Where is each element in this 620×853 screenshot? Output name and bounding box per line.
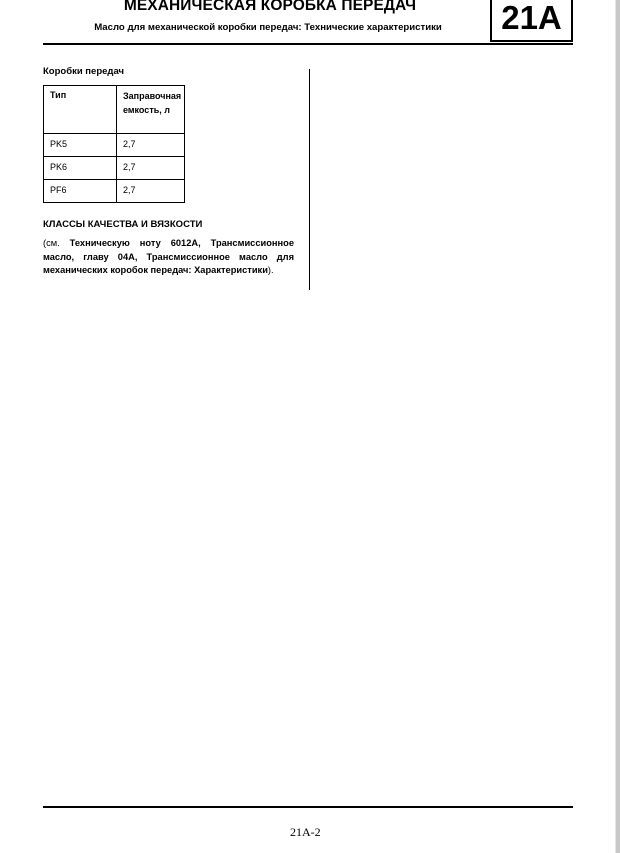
cell-type: PK6 <box>44 157 117 180</box>
footer-divider <box>43 806 573 808</box>
cell-capacity: 2,7 <box>117 180 185 203</box>
cell-capacity: 2,7 <box>117 157 185 180</box>
reference-close: ). <box>267 265 274 276</box>
table-row <box>44 180 185 203</box>
section-heading-gearboxes: Коробки передач <box>43 66 125 77</box>
cell-type: PK5 <box>44 134 117 157</box>
page-title: МЕХАНИЧЕСКАЯ КОРОБКА ПЕРЕДАЧ <box>123 0 417 14</box>
reference-link-text: Техническую ноту 6012A, Трансмиссионное масло, главу 04A, Трансмиссионное масло для механических коробок передач: Характеристики <box>43 238 294 276</box>
column-header-capacity <box>117 86 185 134</box>
chapter-number-box: 21A <box>490 0 573 42</box>
table-header-row <box>44 86 185 134</box>
table-row <box>44 157 185 180</box>
gearbox-capacity-table <box>43 85 185 203</box>
page-subtitle: Масло для механической коробки передач: Технические характеристики <box>94 22 442 33</box>
table-row <box>44 134 185 157</box>
page-number: 21A-2 <box>290 825 321 839</box>
cell-capacity: 2,7 <box>117 134 185 157</box>
header-divider <box>43 43 573 45</box>
section-heading-quality: КЛАССЫ КАЧЕСТВА И ВЯЗКОСТИ <box>43 219 203 230</box>
page-edge-inner <box>615 0 616 853</box>
reference-paragraph <box>43 237 294 278</box>
column-divider <box>309 69 310 290</box>
page-edge <box>616 0 620 853</box>
reference-open: (см. <box>43 238 70 248</box>
column-header-capacity-text: Заправочная емкость, л <box>123 91 182 115</box>
cell-type: PF6 <box>44 180 117 203</box>
column-header-type: Тип <box>44 86 117 134</box>
